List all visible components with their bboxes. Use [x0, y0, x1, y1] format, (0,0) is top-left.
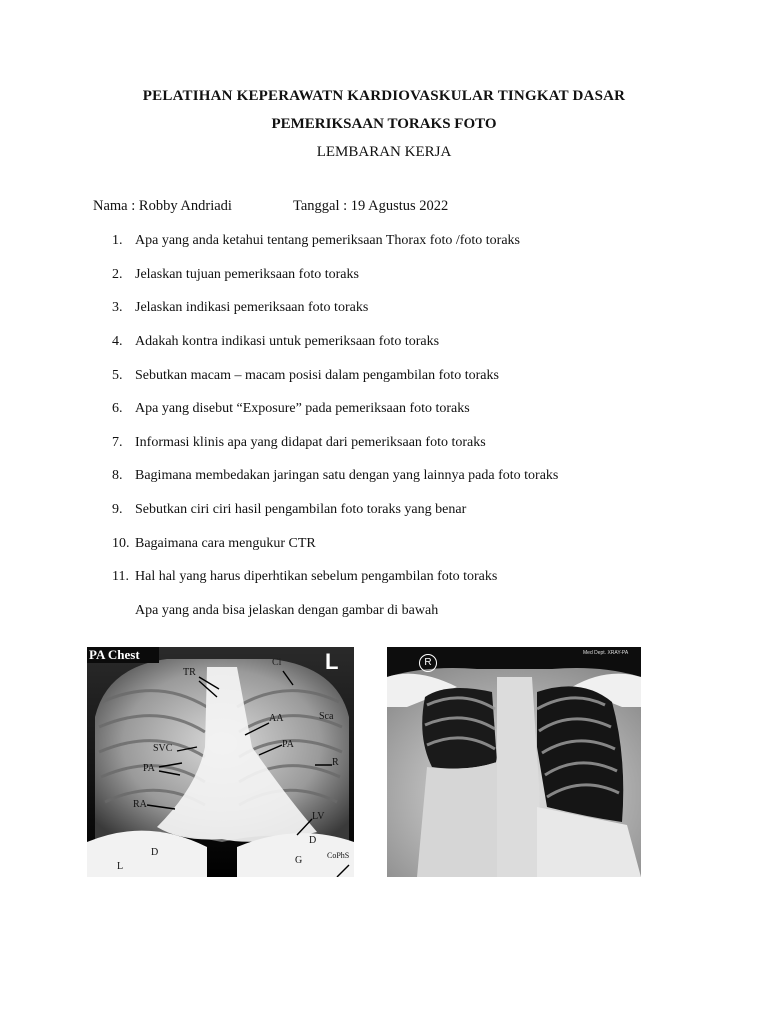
label-sca: Sca	[319, 711, 334, 722]
label-l-bottom: L	[117, 861, 124, 872]
question-text: Bagimana membedakan jaringan satu dengan yang lainnya pada foto toraks	[135, 468, 559, 483]
question-number: 9.	[112, 502, 123, 517]
label-tr: TR	[183, 667, 196, 678]
question-number: 4.	[112, 334, 123, 349]
xray-image-annotated	[87, 647, 354, 877]
question-number: 8.	[112, 468, 123, 483]
closing-prompt: Apa yang anda bisa jelaskan dengan gambar di bawah	[135, 603, 439, 618]
label-cl: Cl	[272, 657, 282, 668]
question-number: 3.	[112, 300, 123, 315]
xray-heading: PA Chest	[89, 647, 140, 662]
sheet-label: LEMBARAN KERJA	[316, 144, 452, 160]
label-cophs: CoPhS	[327, 851, 350, 860]
nama-field: Nama : Robby Andriadi	[93, 198, 232, 214]
tanggal-field: Tanggal : 19 Agustus 2022	[293, 198, 449, 214]
label-r: R	[332, 757, 339, 768]
xray-plain-graphic	[387, 647, 641, 877]
r-marker-badge: R	[419, 654, 437, 672]
question-text: Sebutkan macam – macam posisi dalam pengambilan foto toraks	[135, 368, 499, 383]
question-number: 7.	[112, 435, 123, 450]
label-lv: LV	[312, 811, 325, 822]
label-pa-right: PA	[282, 739, 294, 750]
question-number: 6.	[112, 401, 123, 416]
question-text: Jelaskan tujuan pemeriksaan foto toraks	[135, 267, 359, 282]
meta-row	[93, 198, 449, 215]
label-aa: AA	[269, 713, 284, 724]
label-g: G	[295, 855, 303, 866]
question-text: Hal hal yang harus diperhtikan sebelum pengambilan foto toraks	[135, 569, 498, 584]
question-number: 2.	[112, 267, 123, 282]
side-marker-label: L	[325, 649, 339, 674]
question-text: Informasi klinis apa yang didapat dari pemeriksaan foto toraks	[135, 435, 486, 450]
question-number: 5.	[112, 368, 123, 383]
label-pa-left: PA	[143, 763, 155, 774]
label-svc: SVC	[153, 743, 173, 754]
question-number: 1.	[112, 233, 123, 248]
corner-text: Med Dept. XRAY-PA	[583, 650, 629, 656]
label-d-right: D	[309, 835, 317, 846]
document-subtitle: PEMERIKSAAN TORAKS FOTO	[271, 116, 497, 132]
label-ra: RA	[133, 799, 147, 810]
question-number: 11.	[112, 569, 129, 584]
question-text: Adakah kontra indikasi untuk pemeriksaan foto toraks	[135, 334, 440, 349]
question-text: Apa yang disebut “Exposure” pada pemeriksaan foto toraks	[135, 401, 470, 416]
question-number: 10.	[112, 536, 130, 551]
question-text: Bagaimana cara mengukur CTR	[135, 536, 316, 551]
xray-image-plain	[387, 647, 641, 877]
question-text: Apa yang anda ketahui tentang pemeriksaan Thorax foto /foto toraks	[135, 233, 521, 248]
question-text: Jelaskan indikasi pemeriksaan foto toraks	[135, 300, 369, 315]
question-text: Sebutkan ciri ciri hasil pengambilan foto toraks yang benar	[135, 502, 467, 517]
document-title: PELATIHAN KEPERAWATN KARDIOVASKULAR TINGKAT DASAR	[142, 88, 626, 104]
label-d-left: D	[151, 847, 159, 858]
